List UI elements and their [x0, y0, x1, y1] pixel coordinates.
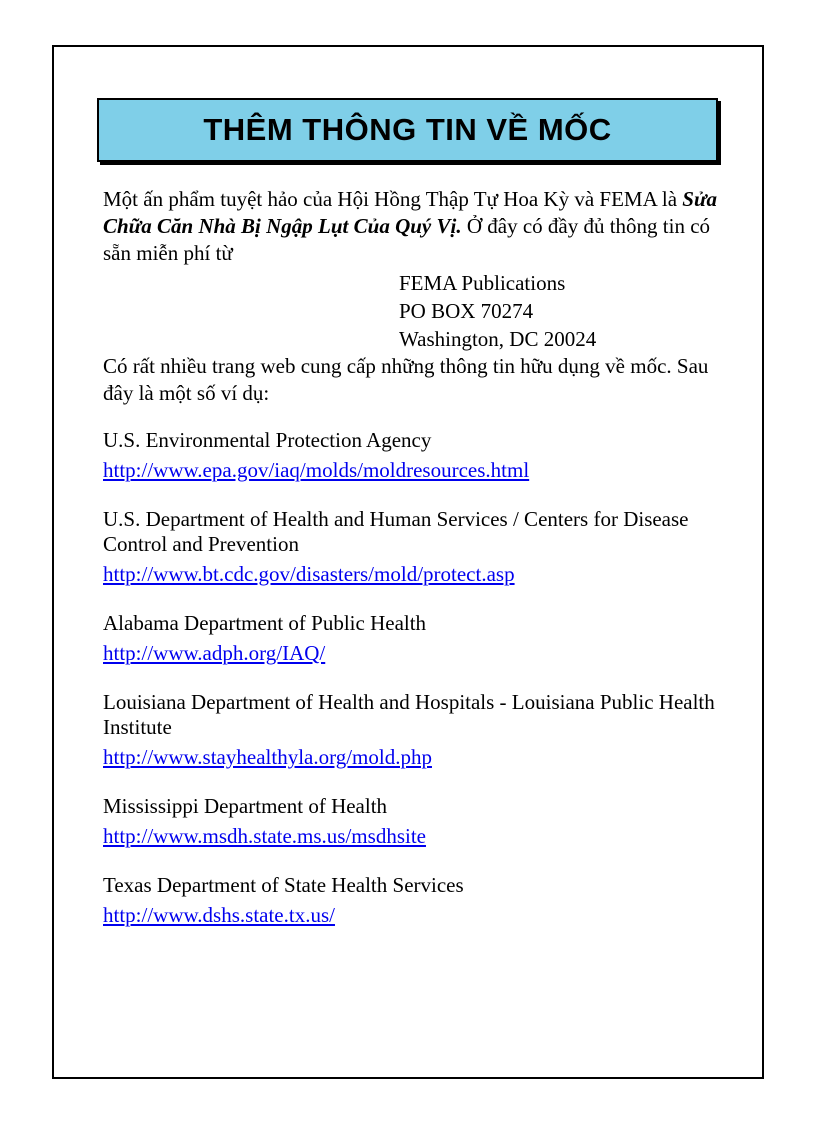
content: [103, 186, 723, 929]
resource-link[interactable]: http://www.adph.org/IAQ/: [103, 641, 326, 665]
resource-org: U.S. Department of Health and Human Services / Centers for Disease Control and Prevention: [103, 507, 689, 556]
resource-link[interactable]: http://www.msdh.state.ms.us/msdhsite: [103, 824, 426, 848]
intro-text-end: Ở đây có đầy đủ thông tin có sẵn miễn phí từ: [103, 214, 711, 265]
resource-item: [103, 873, 723, 929]
mailing-address: [399, 269, 723, 353]
resource-item: [103, 428, 723, 484]
intro-text: Một ấn phẩm tuyệt hảo của Hội Hồng Thập Tự Hoa Kỳ và FEMA là: [103, 187, 683, 211]
resource-link[interactable]: http://www.bt.cdc.gov/disasters/mold/protect.asp: [103, 562, 515, 586]
websites-intro: Có rất nhiều trang web cung cấp những thông tin hữu dụng về mốc. Sau đây là một số ví dụ:: [103, 354, 709, 405]
resource-item: [103, 690, 723, 771]
page-title: THÊM THÔNG TIN VỀ MỐC: [203, 112, 612, 147]
resource-item: [103, 611, 723, 667]
resource-org: Alabama Department of Public Health: [103, 611, 427, 635]
address-line: Washington, DC 20024: [399, 327, 597, 351]
address-line: PO BOX 70274: [399, 299, 534, 323]
address-line: FEMA Publications: [399, 271, 566, 295]
resource-item: [103, 794, 723, 850]
intro-paragraph: [103, 186, 723, 267]
title-box: [97, 98, 718, 162]
resource-org: Texas Department of State Health Services: [103, 873, 464, 897]
resource-org: Louisiana Department of Health and Hospitals - Louisiana Public Health Institute: [103, 690, 715, 739]
resource-org: U.S. Environmental Protection Agency: [103, 428, 432, 452]
publication-title: Sửa Chữa Căn Nhà Bị Ngập Lụt Của Quý Vị.: [103, 187, 718, 238]
resource-org: Mississippi Department of Health: [103, 794, 388, 818]
resource-link[interactable]: http://www.dshs.state.tx.us/: [103, 903, 335, 927]
resource-item: [103, 507, 723, 588]
resource-link[interactable]: http://www.epa.gov/iaq/molds/moldresources.html: [103, 458, 530, 482]
resource-link[interactable]: http://www.stayhealthyla.org/mold.php: [103, 745, 432, 769]
